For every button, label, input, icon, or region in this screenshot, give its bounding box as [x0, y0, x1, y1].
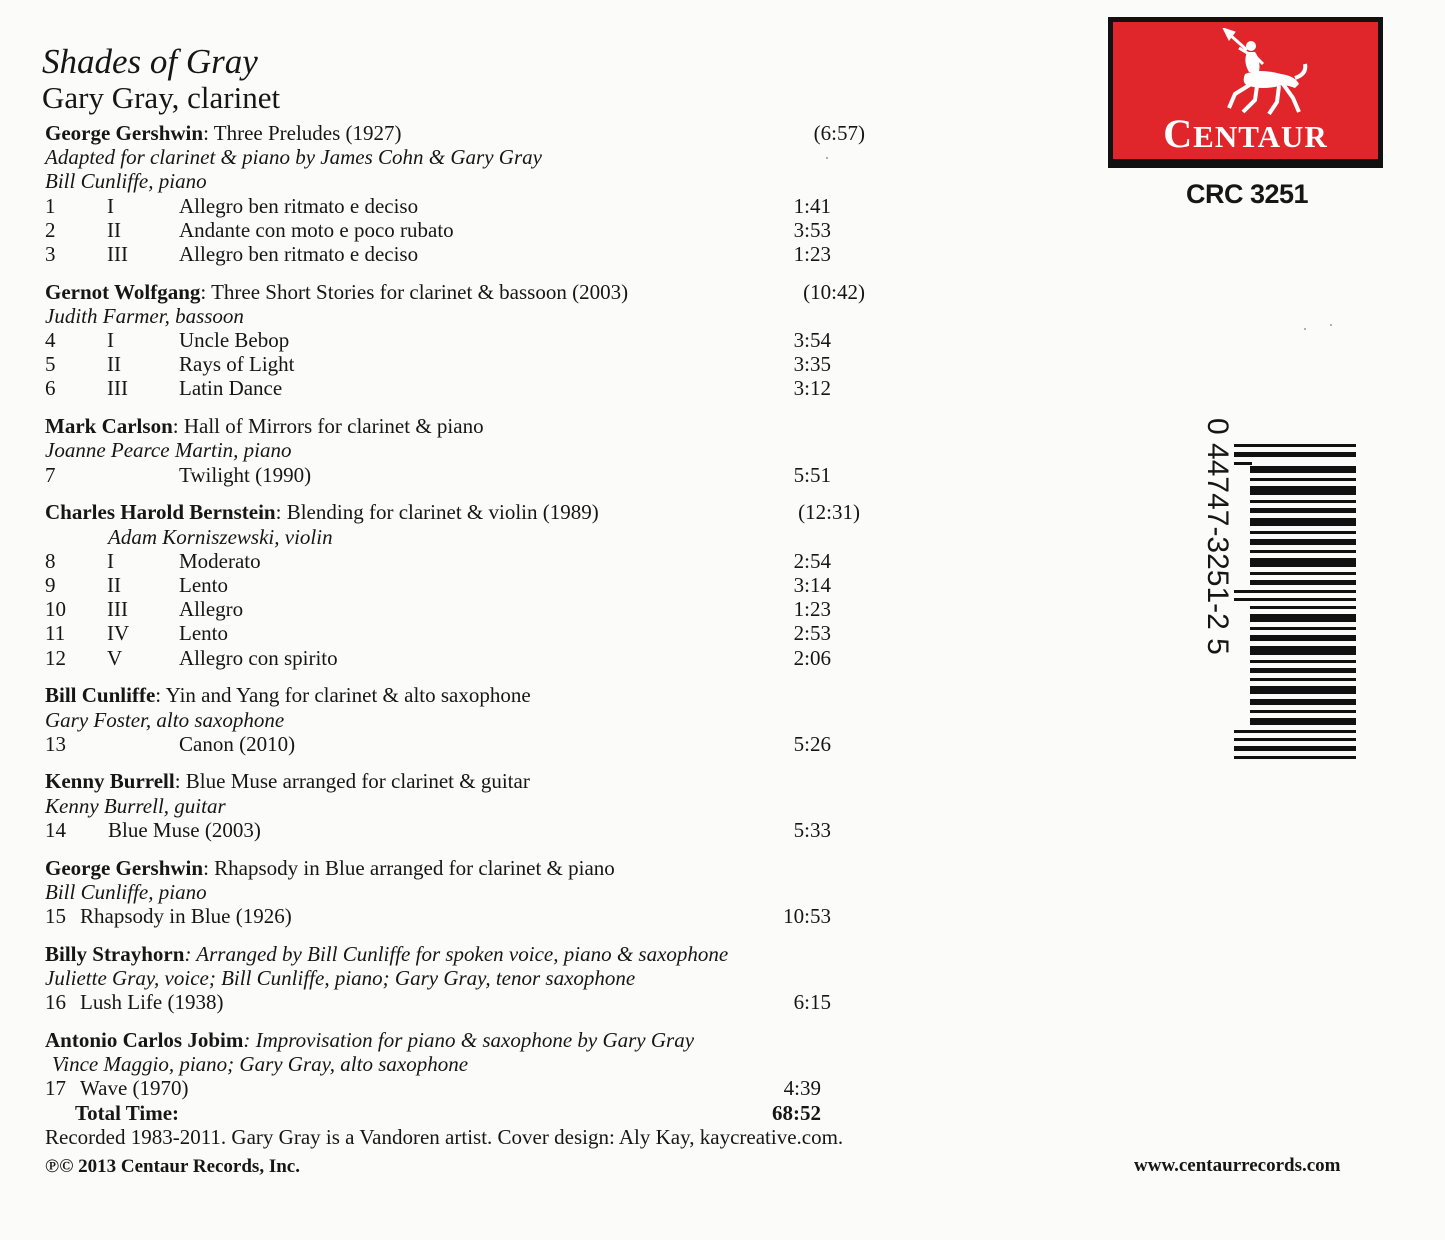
- website: www.centaurrecords.com: [1134, 1155, 1341, 1176]
- composer: Billy Strayhorn: [45, 941, 185, 966]
- work-duration: (10:42): [803, 279, 865, 304]
- composer: Mark Carlson: [45, 414, 173, 439]
- composer: George Gershwin: [45, 121, 204, 145]
- track-row: [45, 218, 865, 242]
- track-time: 2:06: [793, 645, 831, 670]
- track-time: 2:54: [793, 548, 831, 573]
- track-row: [45, 818, 865, 842]
- track-row: [45, 376, 865, 400]
- track-row: [45, 463, 865, 487]
- track-title: Allegro con spirito: [179, 645, 338, 670]
- track-title: Lento: [179, 572, 228, 597]
- track-row: [45, 352, 865, 376]
- track-title: Blue Muse (2003): [108, 817, 261, 842]
- credit: Joanne Pearce Martin, piano: [45, 438, 292, 463]
- track-title: Rays of Light: [179, 352, 295, 377]
- credit: Judith Farmer, bassoon: [45, 303, 244, 328]
- composer: Charles Harold Bernstein: [45, 500, 276, 525]
- track-row: [45, 597, 865, 621]
- work-carlson-hall-of-mirrors: [45, 414, 865, 487]
- movement-number: III: [107, 597, 128, 622]
- track-title: Lento: [179, 621, 228, 646]
- track-number: 17: [45, 1076, 66, 1101]
- track-number: 12: [45, 645, 66, 670]
- track-number: 8: [45, 548, 56, 573]
- track-number: 7: [45, 462, 56, 487]
- track-time: 1:41: [793, 193, 831, 218]
- movement-number: III: [107, 241, 128, 266]
- composer: Gernot Wolfgang: [45, 279, 201, 304]
- movement-number: I: [107, 328, 114, 353]
- track-number: 13: [45, 731, 66, 756]
- track-number: 5: [45, 352, 56, 377]
- track-row: [45, 990, 865, 1014]
- work-gershwin-rhapsody: [45, 856, 865, 929]
- track-title: Rhapsody in Blue (1926): [80, 904, 292, 928]
- total-time-value: 68:52: [772, 1100, 821, 1125]
- track-title: Moderato: [179, 548, 261, 573]
- credit: Kenny Burrell, guitar: [45, 793, 226, 818]
- movement-number: I: [107, 548, 114, 573]
- logo-wordmark: CENTAUR: [1163, 111, 1328, 156]
- speck: [826, 157, 828, 159]
- work-title: : Improvisation for piano & saxophone by Gary Gray: [243, 1027, 695, 1052]
- track-time: 2:53: [793, 621, 831, 646]
- track-title: Latin Dance: [179, 376, 283, 401]
- composer: Kenny Burrell: [45, 769, 175, 794]
- credit: Adapted for clarinet & piano by James Cohn & Gary Gray: [45, 145, 542, 170]
- track-title: Allegro ben ritmato e deciso: [179, 241, 419, 266]
- track-row: [45, 732, 865, 756]
- work-cunliffe-yin-yang: [45, 683, 865, 756]
- movement-number: III: [107, 376, 128, 401]
- track-time: 1:23: [793, 597, 831, 622]
- track-row: [45, 328, 865, 352]
- track-number: 16: [45, 990, 66, 1015]
- work-title: : Blue Muse arranged for clarinet & guitar: [174, 769, 530, 794]
- track-time: 3:53: [793, 217, 831, 242]
- track-time: 5:51: [793, 462, 831, 487]
- track-time: 5:33: [793, 817, 831, 842]
- track-number: 2: [45, 217, 56, 242]
- track-number: 1: [45, 193, 56, 218]
- track-row: [45, 573, 865, 597]
- work-strayhorn-lush-life: [45, 942, 865, 1015]
- speck: [1304, 328, 1306, 330]
- track-title: Wave (1970): [80, 1076, 189, 1101]
- work-gershwin-preludes: [45, 121, 865, 266]
- track-title: Twilight (1990): [179, 462, 312, 487]
- work-jobim-wave: [45, 1028, 865, 1125]
- track-title: Canon (2010): [179, 731, 296, 756]
- track-number: 4: [45, 328, 56, 353]
- credit: Adam Korniszewski, violin: [108, 524, 333, 549]
- track-row: [45, 904, 865, 928]
- album-title: Shades of Gray: [42, 42, 258, 81]
- track-number: 3: [45, 241, 56, 266]
- track-time: 3:12: [793, 376, 831, 401]
- work-title: : Three Preludes (1927): [203, 121, 402, 145]
- composer: George Gershwin: [45, 855, 204, 880]
- movement-number: V: [107, 645, 123, 670]
- track-time: 3:14: [793, 572, 831, 597]
- logo-red-field: [1113, 22, 1378, 159]
- track-row: [45, 549, 865, 573]
- track-row: [45, 646, 865, 670]
- work-title: : Rhapsody in Blue arranged for clarinet & piano: [203, 855, 615, 880]
- track-number: 15: [45, 904, 66, 928]
- movement-number: IV: [107, 621, 130, 646]
- track-time: 3:54: [793, 328, 831, 353]
- centaur-figure-icon: [1199, 28, 1309, 116]
- track-title: Allegro ben ritmato e deciso: [179, 193, 419, 218]
- track-time: 3:35: [793, 352, 831, 377]
- credit: Gary Foster, alto saxophone: [45, 707, 285, 732]
- track-listing: [45, 121, 865, 1125]
- track-time: 6:15: [793, 990, 831, 1015]
- speck: [1330, 324, 1332, 326]
- track-number: 11: [45, 621, 66, 646]
- upc-number: 0 44747-3251-2 5: [1201, 418, 1234, 655]
- track-number: 10: [45, 597, 66, 622]
- track-title: Uncle Bebop: [179, 328, 290, 353]
- movement-number: II: [107, 217, 121, 242]
- track-row: [45, 242, 865, 266]
- total-time-row: [45, 1101, 865, 1125]
- work-wolfgang-short-stories: [45, 280, 865, 401]
- work-duration: (6:57): [813, 121, 865, 145]
- movement-number: II: [107, 352, 121, 377]
- recording-notes: Recorded 1983-2011. Gary Gray is a Vandoren artist. Cover design: Aly Kay, kaycreative.com.: [45, 1125, 844, 1149]
- work-title: : Hall of Mirrors for clarinet & piano: [172, 414, 484, 439]
- catalog-number: CRC 3251: [1186, 179, 1309, 209]
- work-bernstein-blending: [45, 500, 865, 669]
- credit: Bill Cunliffe, piano: [45, 879, 207, 904]
- total-time-label: Total Time:: [75, 1100, 180, 1125]
- work-title: : Yin and Yang for clarinet & alto saxophone: [155, 683, 531, 708]
- track-title: Andante con moto e poco rubato: [179, 217, 454, 242]
- credit: Vince Maggio, piano; Gary Gray, alto saxophone: [52, 1052, 469, 1077]
- copyright: ℗© 2013 Centaur Records, Inc.: [45, 1156, 300, 1177]
- work-duration: (12:31): [798, 500, 860, 525]
- credit: Bill Cunliffe, piano: [45, 169, 207, 194]
- track-time: 4:39: [783, 1076, 821, 1101]
- track-time: 1:23: [793, 241, 831, 266]
- work-title: : Three Short Stories for clarinet & bassoon (2003): [200, 279, 629, 304]
- track-title: Allegro: [179, 597, 244, 622]
- work-burrell-blue-muse: [45, 769, 865, 842]
- centaur-logo: [1108, 17, 1383, 168]
- track-number: 9: [45, 572, 56, 597]
- track-row: [45, 194, 865, 218]
- album-artist: Gary Gray, clarinet: [42, 80, 281, 115]
- track-number: 6: [45, 376, 56, 401]
- work-title: : Blending for clarinet & violin (1989): [275, 500, 599, 525]
- credit: Juliette Gray, voice; Bill Cunliffe, piano; Gary Gray, tenor saxophone: [45, 965, 636, 990]
- composer: Antonio Carlos Jobim: [45, 1027, 244, 1052]
- work-title: : Arranged by Bill Cunliffe for spoken voice, piano & saxophone: [184, 941, 729, 966]
- movement-number: I: [107, 193, 114, 218]
- track-time: 5:26: [793, 731, 831, 756]
- composer: Bill Cunliffe: [45, 683, 156, 708]
- track-row: [45, 1076, 865, 1100]
- track-time: 10:53: [783, 904, 831, 928]
- track-title: Lush Life (1938): [80, 990, 224, 1015]
- track-number: 14: [45, 817, 66, 842]
- track-row: [45, 621, 865, 645]
- movement-number: II: [107, 572, 121, 597]
